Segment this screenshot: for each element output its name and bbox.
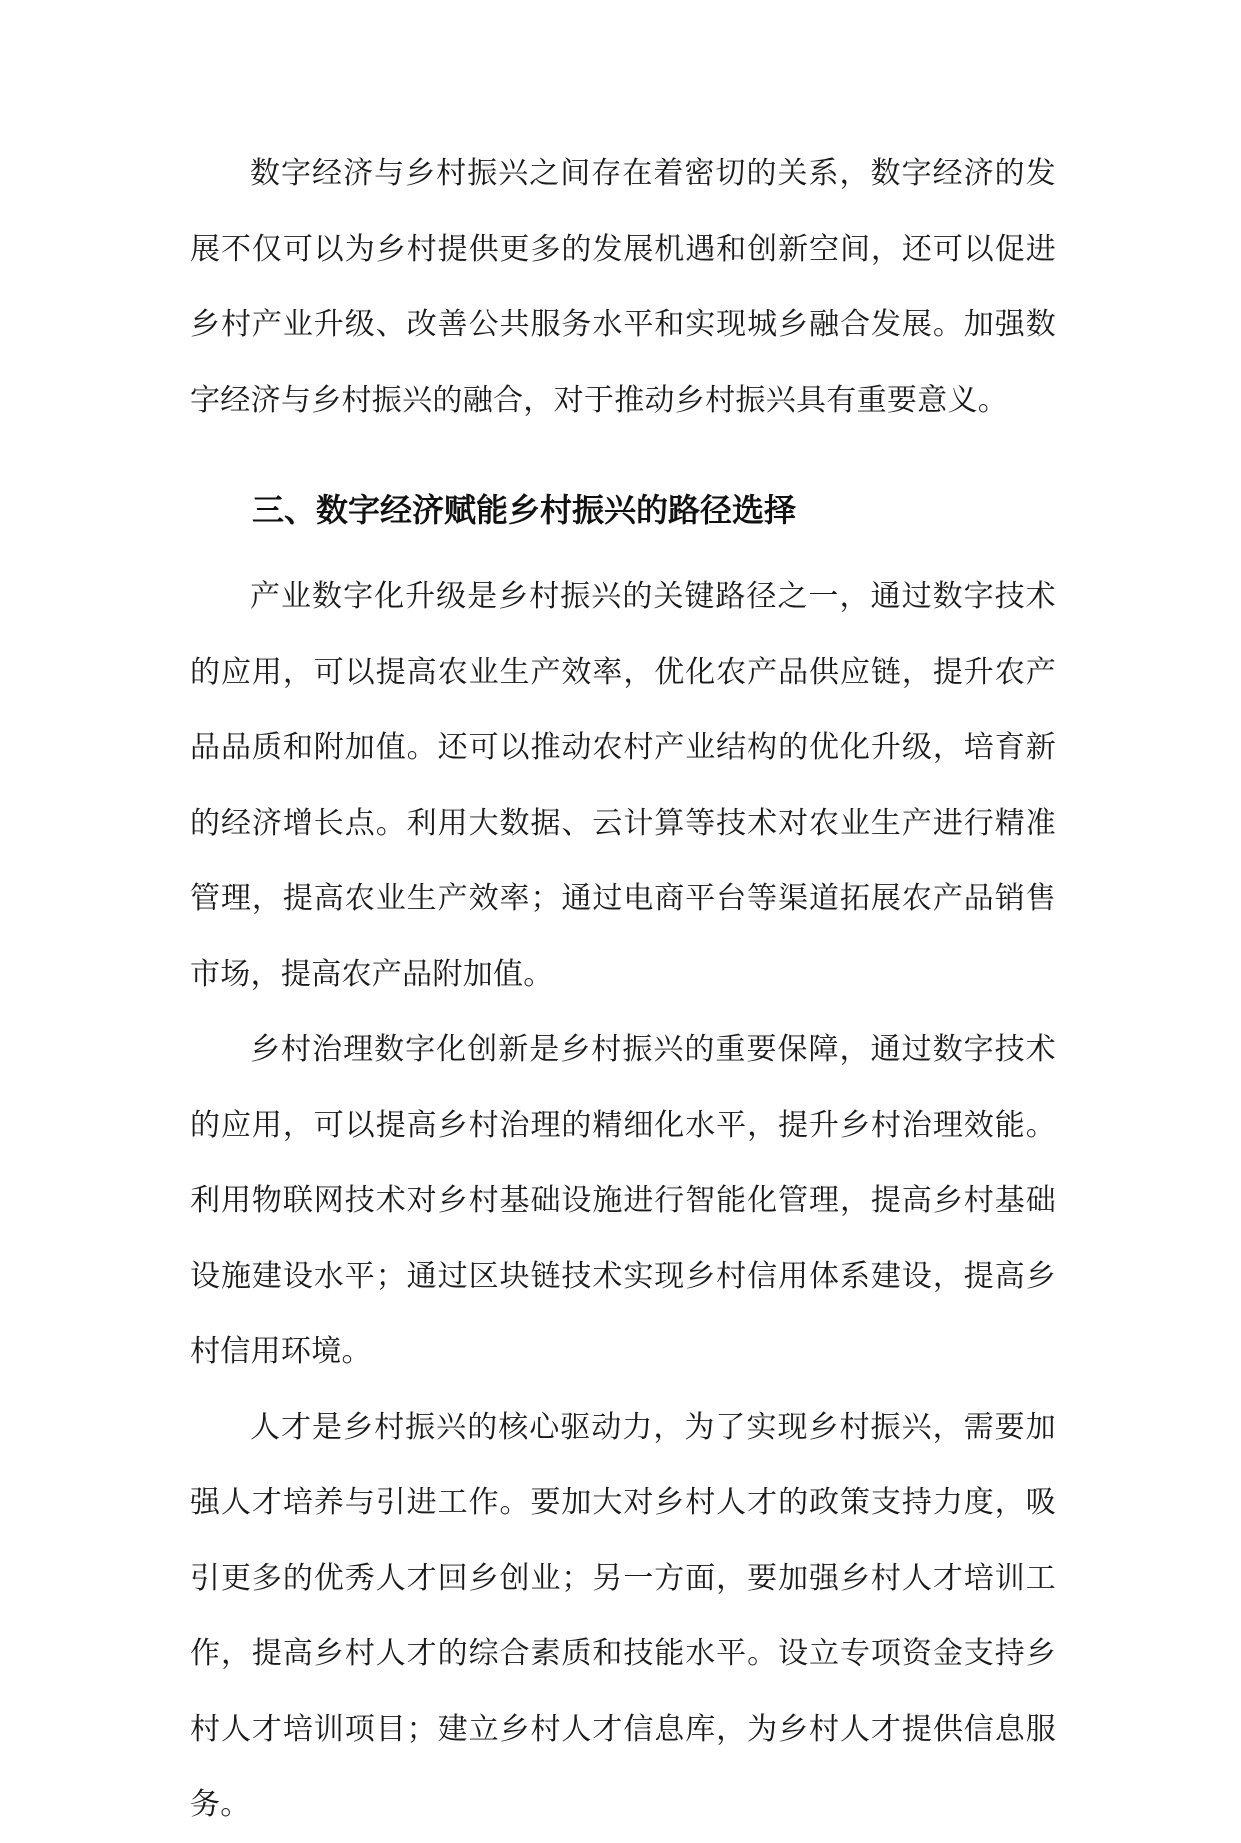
section-heading: 三、数字经济赋能乡村振兴的路径选择 [252,491,797,529]
paragraph-intro: 数字经济与乡村振兴之间存在着密切的关系，数字经济的发展不仅可以为乡村提供更多的发展机遇和创新空间，还可以促进乡村产业升级、改善公共服务水平和实现城乡融合发展。加强数字经济与乡村振兴的融合，对于推动乡村振兴具有重要意义。 [190,156,1056,418]
paragraph-talent: 人才是乡村振兴的核心驱动力，为了实现乡村振兴，需要加强人才培养与引进工作。要加大对乡村人才的政策支持力度，吸引更多的优秀人才回乡创业；另一方面，要加强乡村人才培训工作，提高乡村人才的综合素质和技能水平。设立专项资金支持乡村人才培训项目；建立乡村人才信息库，为乡村人才提供信息服务。 [190,1409,1056,1822]
document-body [190,136,1056,1843]
paragraph-governance-digitalization: 乡村治理数字化创新是乡村振兴的重要保障，通过数字技术的应用，可以提高乡村治理的精细化水平，提升乡村治理效能。利用物联网技术对乡村基础设施进行智能化管理，提高乡村基础设施建设水平；通过区块链技术实现乡村信用体系建设，提高乡村信用环境。 [190,1032,1056,1369]
paragraph-industry-digitalization: 产业数字化升级是乡村振兴的关键路径之一，通过数字技术的应用，可以提高农业生产效率，优化农产品供应链，提升农产品品质和附加值。还可以推动农村产业结构的优化升级，培育新的经济增长点。利用大数据、云计算等技术对农业生产进行精准管理，提高农业生产效率；通过电商平台等渠道拓展农产品销售市场，提高农产品附加值。 [190,579,1056,992]
